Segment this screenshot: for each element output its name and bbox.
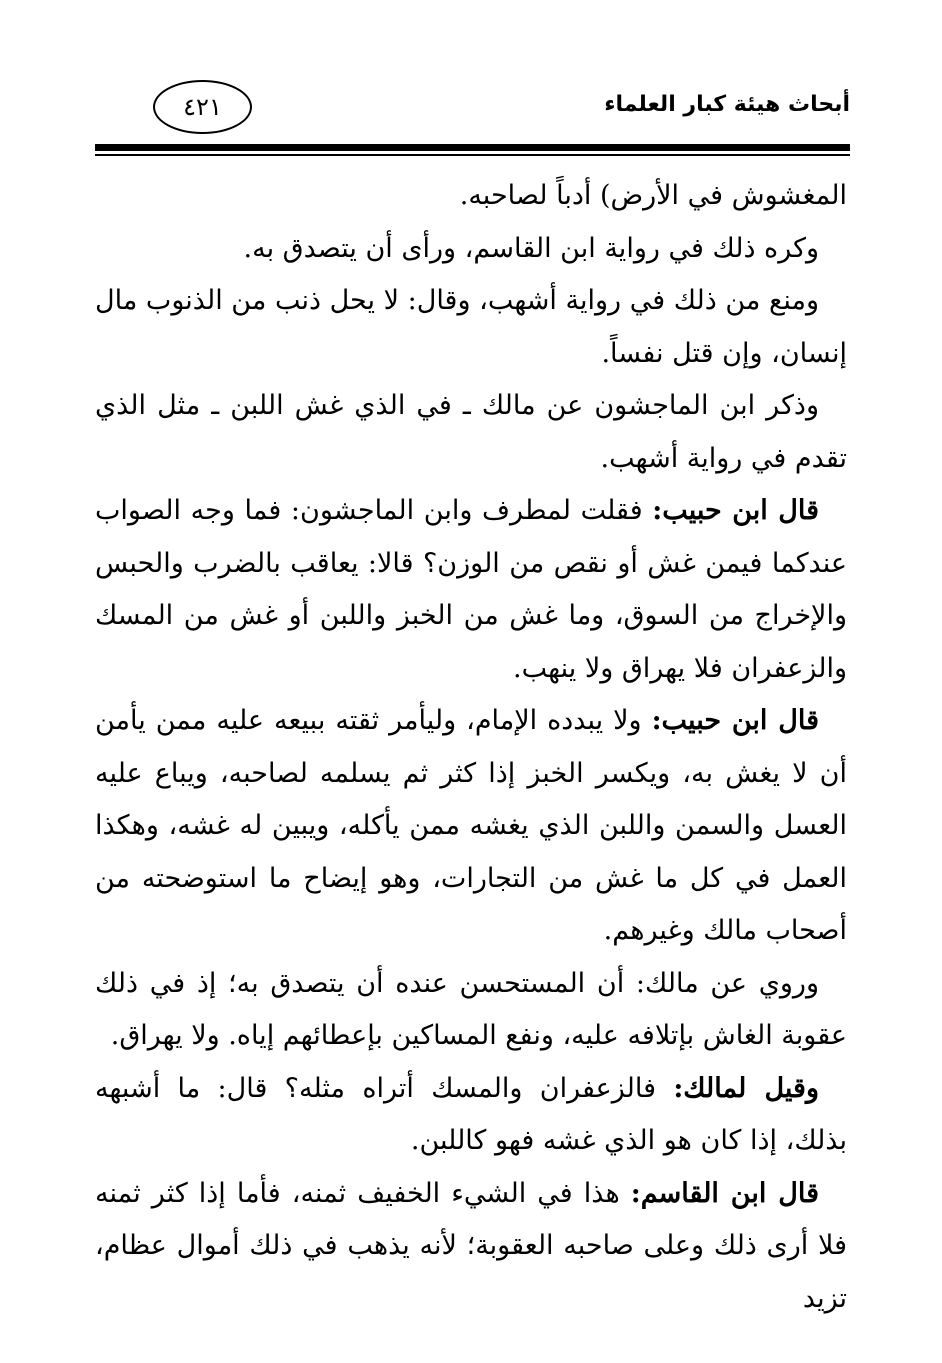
header-rule-thick <box>95 144 850 151</box>
paragraph-lead: وقيل لمالك: <box>673 1072 819 1104</box>
paragraph-text: فقلت لمطرف وابن الماجشون: فما وجه الصواب عندكما فيمن غش أو نقص من الوزن؟ قالا: يعاقب بالضرب والحبس والإخراج من السوق، وما غش من الخبز واللبن أو غش من المسك والزعفران فلا يهراق ولا ينهب. <box>95 495 847 684</box>
paragraph-text: المغشوش في الأرض) أدباً لصاحبه. <box>459 180 847 211</box>
paragraph-lead: قال ابن حبيب: <box>651 705 819 736</box>
paragraph <box>95 485 847 695</box>
paragraph-text: فالزعفران والمسك أتراه مثله؟ قال: ما أشبهه بذلك، إذا كان هو الذي غشه فهو كاللبن. <box>95 1072 847 1156</box>
paragraph <box>95 1168 847 1326</box>
paragraph <box>95 958 847 1063</box>
running-title: أبحاث هيئة كبار العلماء <box>604 92 850 117</box>
paragraph-lead: قال ابن القاسم: <box>630 1177 819 1209</box>
body-text <box>95 170 847 1325</box>
paragraph <box>95 695 847 958</box>
page-header <box>95 80 850 155</box>
paragraph-text: وروي عن مالك: أن المستحسن عنده أن يتصدق به؛ إذ في ذلك عقوبة الغاش بإتلافه عليه، ونفع المساكين بإعطائهم إياه. ولا يهراق. <box>95 967 847 1051</box>
paragraph-text: هذا في الشيء الخفيف ثمنه، فأما إذا كثر ثمنه فلا أرى ذلك وعلى صاحبه العقوبة؛ لأنه يذهب في ذلك أموال عظام، تزيد <box>95 1177 847 1314</box>
paragraph <box>95 170 847 223</box>
paragraph <box>95 275 847 380</box>
paragraph-text: ومنع من ذلك في رواية أشهب، وقال: لا يحل ذنب من الذنوب مال إنسان، وإن قتل نفساً. <box>95 285 847 369</box>
paragraph-text: وذكر ابن الماجشون عن مالك ـ في الذي غش اللبن ـ مثل الذي تقدم في رواية أشهب. <box>95 390 847 474</box>
paragraph <box>95 1063 847 1168</box>
paragraph-text: ولا يبدده الإمام، وليأمر ثقته ببيعه عليه ممن يأمن أن لا يغش به، ويكسر الخبز إذا كثر ثم يسلمه لصاحبه، ويباع عليه العسل والسمن واللبن الذي يغشه ممن يأكله، ويبين له غشه، وهكذا العمل في كل ما غش من التجارات، وهو إيضاح ما استوضحته من أصحاب مالك وغيرهم. <box>95 705 847 946</box>
paragraph-lead: قال ابن حبيب: <box>652 495 819 526</box>
header-rule-thin <box>95 154 850 156</box>
paragraph-text: وكره ذلك في رواية ابن القاسم، ورأى أن يتصدق به. <box>243 232 819 264</box>
paragraph <box>95 380 847 485</box>
page-number: ٤٢١ <box>153 80 252 134</box>
paragraph <box>95 223 847 276</box>
